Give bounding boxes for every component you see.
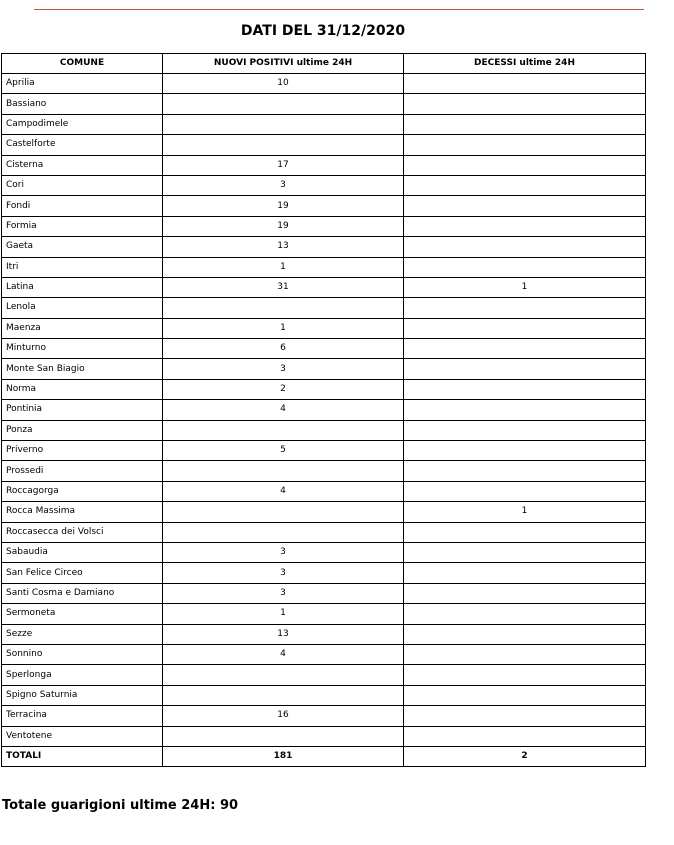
comune-cell: Sermoneta bbox=[2, 604, 163, 624]
decessi-cell bbox=[404, 400, 646, 420]
decessi-cell bbox=[404, 135, 646, 155]
comune-cell: Sabaudia bbox=[2, 542, 163, 562]
table-row bbox=[2, 542, 646, 562]
nuovi-positivi-cell: 2 bbox=[163, 379, 404, 399]
decessi-cell: 1 bbox=[404, 502, 646, 522]
comune-cell: Castelforte bbox=[2, 135, 163, 155]
table-row bbox=[2, 583, 646, 603]
nuovi-positivi-cell: 17 bbox=[163, 155, 404, 175]
table-row bbox=[2, 400, 646, 420]
table-row bbox=[2, 359, 646, 379]
decessi-cell bbox=[404, 542, 646, 562]
table-row bbox=[2, 604, 646, 624]
nuovi-positivi-cell: 19 bbox=[163, 216, 404, 236]
table-row bbox=[2, 563, 646, 583]
comune-cell: Priverno bbox=[2, 441, 163, 461]
comune-cell: Sezze bbox=[2, 624, 163, 644]
table-row bbox=[2, 257, 646, 277]
nuovi-positivi-cell: 1 bbox=[163, 604, 404, 624]
comune-cell: Aprilia bbox=[2, 74, 163, 94]
nuovi-positivi-cell bbox=[163, 726, 404, 746]
comune-cell: Itri bbox=[2, 257, 163, 277]
nuovi-positivi-cell bbox=[163, 114, 404, 134]
comune-cell: Norma bbox=[2, 379, 163, 399]
decessi-cell bbox=[404, 74, 646, 94]
decessi-cell bbox=[404, 624, 646, 644]
table-row bbox=[2, 420, 646, 440]
comune-cell: Santi Cosma e Damiano bbox=[2, 583, 163, 603]
comune-cell: Rocca Massima bbox=[2, 502, 163, 522]
comune-cell: Formia bbox=[2, 216, 163, 236]
table-row bbox=[2, 685, 646, 705]
table-row bbox=[2, 318, 646, 338]
comune-cell: Cisterna bbox=[2, 155, 163, 175]
table-row bbox=[2, 379, 646, 399]
nuovi-positivi-cell: 19 bbox=[163, 196, 404, 216]
table-row bbox=[2, 135, 646, 155]
comune-cell: Monte San Biagio bbox=[2, 359, 163, 379]
decessi-cell bbox=[404, 339, 646, 359]
totals-decessi: 2 bbox=[404, 746, 646, 766]
nuovi-positivi-cell bbox=[163, 685, 404, 705]
decessi-cell bbox=[404, 461, 646, 481]
nuovi-positivi-cell: 1 bbox=[163, 318, 404, 338]
table-row bbox=[2, 644, 646, 664]
decessi-cell bbox=[404, 237, 646, 257]
decessi-cell bbox=[404, 563, 646, 583]
table-row bbox=[2, 441, 646, 461]
nuovi-positivi-cell: 10 bbox=[163, 74, 404, 94]
comune-cell: Lenola bbox=[2, 298, 163, 318]
table-row bbox=[2, 237, 646, 257]
nuovi-positivi-cell: 6 bbox=[163, 339, 404, 359]
table-row bbox=[2, 155, 646, 175]
decessi-cell bbox=[404, 196, 646, 216]
nuovi-positivi-cell: 3 bbox=[163, 583, 404, 603]
table-row bbox=[2, 339, 646, 359]
decessi-cell bbox=[404, 216, 646, 236]
comune-cell: Ponza bbox=[2, 420, 163, 440]
header-rule bbox=[34, 9, 644, 10]
decessi-cell bbox=[404, 298, 646, 318]
nuovi-positivi-cell: 3 bbox=[163, 563, 404, 583]
decessi-cell bbox=[404, 685, 646, 705]
table-row bbox=[2, 216, 646, 236]
decessi-cell bbox=[404, 175, 646, 195]
nuovi-positivi-cell bbox=[163, 94, 404, 114]
decessi-cell bbox=[404, 318, 646, 338]
decessi-cell: 1 bbox=[404, 277, 646, 297]
comune-cell: Sonnino bbox=[2, 644, 163, 664]
decessi-cell bbox=[404, 583, 646, 603]
nuovi-positivi-cell bbox=[163, 420, 404, 440]
table-row bbox=[2, 298, 646, 318]
data-table bbox=[1, 53, 646, 767]
comune-cell: Prossedi bbox=[2, 461, 163, 481]
decessi-cell bbox=[404, 644, 646, 664]
table-row bbox=[2, 624, 646, 644]
decessi-cell bbox=[404, 359, 646, 379]
nuovi-positivi-cell: 1 bbox=[163, 257, 404, 277]
decessi-cell bbox=[404, 257, 646, 277]
comune-cell: Cori bbox=[2, 175, 163, 195]
table-row bbox=[2, 196, 646, 216]
decessi-cell bbox=[404, 726, 646, 746]
column-header-nuovi-positivi: NUOVI POSITIVI ultime 24H bbox=[163, 54, 404, 74]
table-row bbox=[2, 522, 646, 542]
table-row bbox=[2, 461, 646, 481]
nuovi-positivi-cell: 3 bbox=[163, 359, 404, 379]
nuovi-positivi-cell bbox=[163, 135, 404, 155]
table-row bbox=[2, 74, 646, 94]
table-row bbox=[2, 665, 646, 685]
nuovi-positivi-cell bbox=[163, 665, 404, 685]
comune-cell: Sperlonga bbox=[2, 665, 163, 685]
nuovi-positivi-cell: 16 bbox=[163, 706, 404, 726]
comune-cell: Fondi bbox=[2, 196, 163, 216]
nuovi-positivi-cell bbox=[163, 461, 404, 481]
totals-row bbox=[2, 746, 646, 766]
table-row bbox=[2, 706, 646, 726]
decessi-cell bbox=[404, 522, 646, 542]
nuovi-positivi-cell: 4 bbox=[163, 400, 404, 420]
nuovi-positivi-cell bbox=[163, 502, 404, 522]
nuovi-positivi-cell: 3 bbox=[163, 175, 404, 195]
decessi-cell bbox=[404, 441, 646, 461]
nuovi-positivi-cell: 13 bbox=[163, 237, 404, 257]
decessi-cell bbox=[404, 94, 646, 114]
recoveries-total: Totale guarigioni ultime 24H: 90 bbox=[2, 798, 239, 813]
decessi-cell bbox=[404, 155, 646, 175]
comune-cell: Terracina bbox=[2, 706, 163, 726]
nuovi-positivi-cell: 13 bbox=[163, 624, 404, 644]
totals-nuovi-positivi: 181 bbox=[163, 746, 404, 766]
comune-cell: San Felice Circeo bbox=[2, 563, 163, 583]
comune-cell: Minturno bbox=[2, 339, 163, 359]
table-row bbox=[2, 94, 646, 114]
nuovi-positivi-cell: 4 bbox=[163, 644, 404, 664]
decessi-cell bbox=[404, 604, 646, 624]
column-header-comune: COMUNE bbox=[2, 54, 163, 74]
decessi-cell bbox=[404, 706, 646, 726]
nuovi-positivi-cell bbox=[163, 298, 404, 318]
decessi-cell bbox=[404, 114, 646, 134]
column-header-decessi: DECESSI ultime 24H bbox=[404, 54, 646, 74]
totals-label: TOTALI bbox=[2, 746, 163, 766]
nuovi-positivi-cell bbox=[163, 522, 404, 542]
table-body bbox=[2, 74, 646, 767]
decessi-cell bbox=[404, 481, 646, 501]
comune-cell: Campodimele bbox=[2, 114, 163, 134]
decessi-cell bbox=[404, 420, 646, 440]
comune-cell: Ventotene bbox=[2, 726, 163, 746]
nuovi-positivi-cell: 31 bbox=[163, 277, 404, 297]
nuovi-positivi-cell: 3 bbox=[163, 542, 404, 562]
table-header-row bbox=[2, 54, 646, 74]
comune-cell: Gaeta bbox=[2, 237, 163, 257]
table-row bbox=[2, 277, 646, 297]
comune-cell: Pontinia bbox=[2, 400, 163, 420]
table-row bbox=[2, 175, 646, 195]
comune-cell: Latina bbox=[2, 277, 163, 297]
table-row bbox=[2, 114, 646, 134]
nuovi-positivi-cell: 5 bbox=[163, 441, 404, 461]
table-row bbox=[2, 726, 646, 746]
table-row bbox=[2, 502, 646, 522]
comune-cell: Roccagorga bbox=[2, 481, 163, 501]
comune-cell: Bassiano bbox=[2, 94, 163, 114]
page-title: DATI DEL 31/12/2020 bbox=[240, 23, 406, 39]
comune-cell: Maenza bbox=[2, 318, 163, 338]
table-row bbox=[2, 481, 646, 501]
decessi-cell bbox=[404, 665, 646, 685]
nuovi-positivi-cell: 4 bbox=[163, 481, 404, 501]
comune-cell: Spigno Saturnia bbox=[2, 685, 163, 705]
comune-cell: Roccasecca dei Volsci bbox=[2, 522, 163, 542]
decessi-cell bbox=[404, 379, 646, 399]
